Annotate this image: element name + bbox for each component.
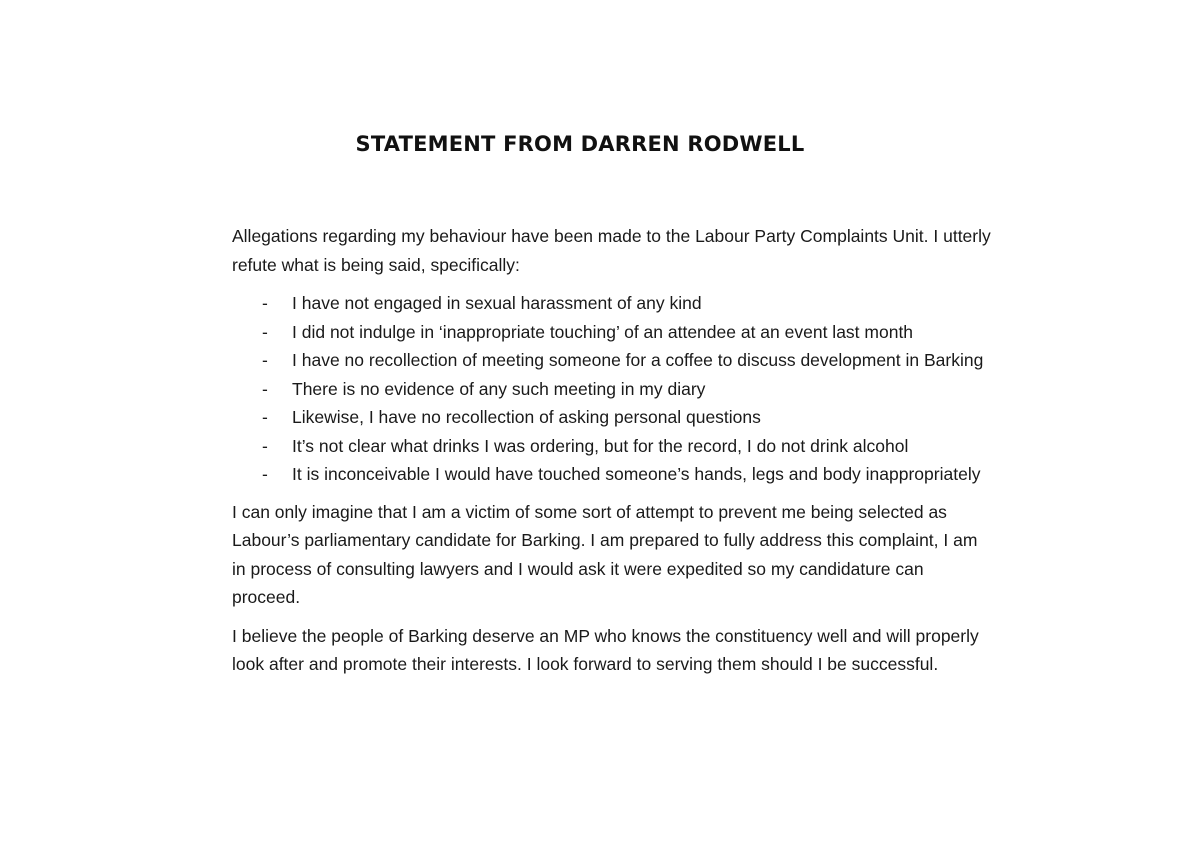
bullet-dash: - [262, 435, 268, 456]
list-item [232, 318, 992, 347]
allegation-list [232, 289, 992, 489]
document-title: STATEMENT FROM DARREN RODWELL [355, 132, 805, 156]
list-item-text: I have not engaged in sexual harassment of any kind [292, 293, 702, 313]
intro-paragraph: Allegations regarding my behaviour have been made to the Labour Party Complaints Unit. I utterly refute what is being said, specifically: [232, 226, 991, 275]
document-body [232, 222, 992, 689]
list-item [232, 403, 992, 432]
list-item-text: There is no evidence of any such meeting in my diary [292, 378, 706, 399]
bullet-dash: - [262, 293, 268, 313]
list-item [232, 460, 992, 489]
list-item [232, 375, 992, 404]
list-item-text: It’s not clear what drinks I was ordering, but for the record, I do not drink alcohol [292, 435, 909, 456]
bullet-dash: - [262, 407, 268, 427]
bullet-dash: - [262, 378, 268, 399]
list-item [232, 346, 992, 375]
list-item-text: I have no recollection of meeting someone for a coffee to discuss development in Barking [292, 350, 984, 370]
list-item-text: Likewise, I have no recollection of asking personal questions [292, 407, 761, 427]
list-item [232, 289, 992, 318]
third-paragraph: I believe the people of Barking deserve an MP who knows the constituency well and will properly look after and promote their interests. I look forward to serving them should I be successful. [232, 625, 979, 674]
list-item-text: It is inconceivable I would have touched someone’s hands, legs and body inappropriately [292, 464, 981, 484]
second-paragraph: I can only imagine that I am a victim of some sort of attempt to prevent me being selected as Labour’s parliamentary candidate for Barking. I am prepared to fully address this complaint, I am in process of consulting lawyers and I would ask it were expedited so my candidature can proceed. [232, 501, 978, 607]
list-item-text: I did not indulge in ‘inappropriate touching’ of an attendee at an event last month [292, 321, 914, 342]
bullet-dash: - [262, 464, 268, 484]
bullet-dash: - [262, 321, 268, 342]
bullet-dash: - [262, 350, 268, 370]
list-item [232, 432, 992, 461]
